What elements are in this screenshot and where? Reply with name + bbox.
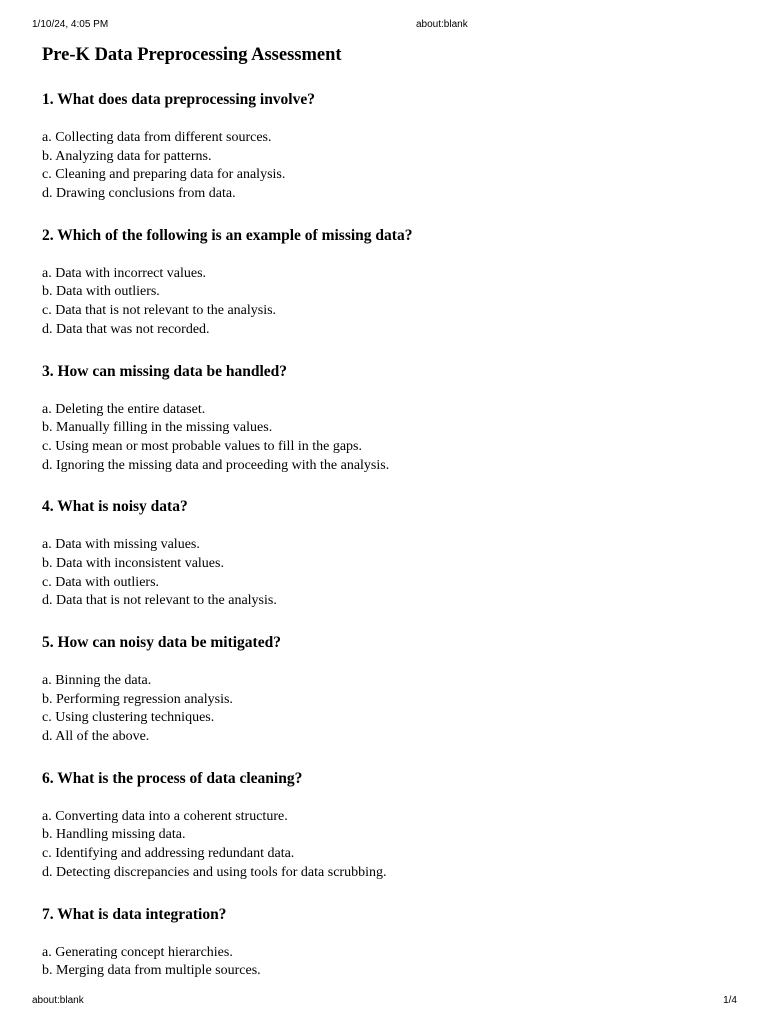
answer-option: d. All of the above. bbox=[42, 729, 150, 745]
option-list bbox=[42, 808, 732, 883]
answer-option: d. Data that is not relevant to the analysis. bbox=[42, 593, 277, 609]
answer-option: d. Ignoring the missing data and proceeding with the analysis. bbox=[42, 457, 390, 473]
answer-option: a. Collecting data from different sources. bbox=[42, 130, 272, 145]
answer-option: d. Drawing conclusions from data. bbox=[42, 186, 236, 202]
answer-option: b. Analyzing data for patterns. bbox=[42, 148, 212, 164]
option-list bbox=[42, 944, 732, 981]
question-block bbox=[42, 768, 732, 883]
answer-option: d. Data that was not recorded. bbox=[42, 321, 210, 337]
question-block bbox=[42, 632, 732, 747]
answer-option: a. Binning the data. bbox=[42, 673, 152, 688]
page-number: 1/4 bbox=[723, 995, 737, 1006]
answer-option: a. Converting data into a coherent structure. bbox=[42, 808, 288, 824]
question-block bbox=[42, 496, 732, 611]
option-list bbox=[42, 265, 732, 340]
question-title: 3. How can missing data be handled? bbox=[42, 362, 288, 380]
question-title: 6. What is the process of data cleaning? bbox=[42, 769, 303, 787]
document-body bbox=[42, 42, 732, 981]
answer-option: a. Generating concept hierarchies. bbox=[42, 944, 233, 960]
answer-option: a. Data with missing values. bbox=[42, 537, 200, 553]
answer-option: b. Performing regression analysis. bbox=[42, 691, 233, 707]
answer-option: b. Manually filling in the missing values. bbox=[42, 420, 273, 436]
question-title: 2. Which of the following is an example of missing data? bbox=[42, 226, 413, 244]
option-list bbox=[42, 672, 732, 747]
answer-option: c. Identifying and addressing redundant data. bbox=[42, 846, 295, 862]
page-title: Pre-K Data Preprocessing Assessment bbox=[42, 45, 342, 65]
question-block bbox=[42, 904, 732, 981]
answer-option: c. Using mean or most probable values to fill in the gaps. bbox=[42, 438, 362, 454]
answer-option: a. Deleting the entire dataset. bbox=[42, 401, 206, 417]
print-datetime: 1/10/24, 4:05 PM bbox=[32, 19, 109, 30]
answer-option: b. Data with outliers. bbox=[42, 284, 160, 300]
answer-option: d. Detecting discrepancies and using tools for data scrubbing. bbox=[42, 864, 387, 880]
answer-option: a. Data with incorrect values. bbox=[42, 265, 207, 281]
option-list bbox=[42, 129, 732, 204]
answer-option: c. Cleaning and preparing data for analysis. bbox=[42, 167, 286, 183]
print-url: about:blank bbox=[416, 19, 468, 30]
answer-option: c. Data that is not relevant to the analysis. bbox=[42, 303, 277, 319]
question-title: 1. What does data preprocessing involve? bbox=[42, 91, 315, 108]
question-block bbox=[42, 89, 732, 204]
question-title: 7. What is data integration? bbox=[42, 905, 227, 923]
question-block bbox=[42, 225, 732, 340]
answer-option: c. Data with outliers. bbox=[42, 574, 160, 590]
option-list bbox=[42, 401, 732, 476]
question-block bbox=[42, 361, 732, 476]
option-list bbox=[42, 536, 732, 611]
question-list bbox=[42, 89, 732, 981]
footer-url: about:blank bbox=[32, 995, 84, 1006]
question-title: 5. How can noisy data be mitigated? bbox=[42, 634, 281, 651]
answer-option: b. Merging data from multiple sources. bbox=[42, 963, 261, 979]
answer-option: b. Handling missing data. bbox=[42, 827, 186, 843]
answer-option: c. Using clustering techniques. bbox=[42, 710, 215, 726]
question-title: 4. What is noisy data? bbox=[42, 498, 188, 516]
answer-option: b. Data with inconsistent values. bbox=[42, 555, 224, 571]
